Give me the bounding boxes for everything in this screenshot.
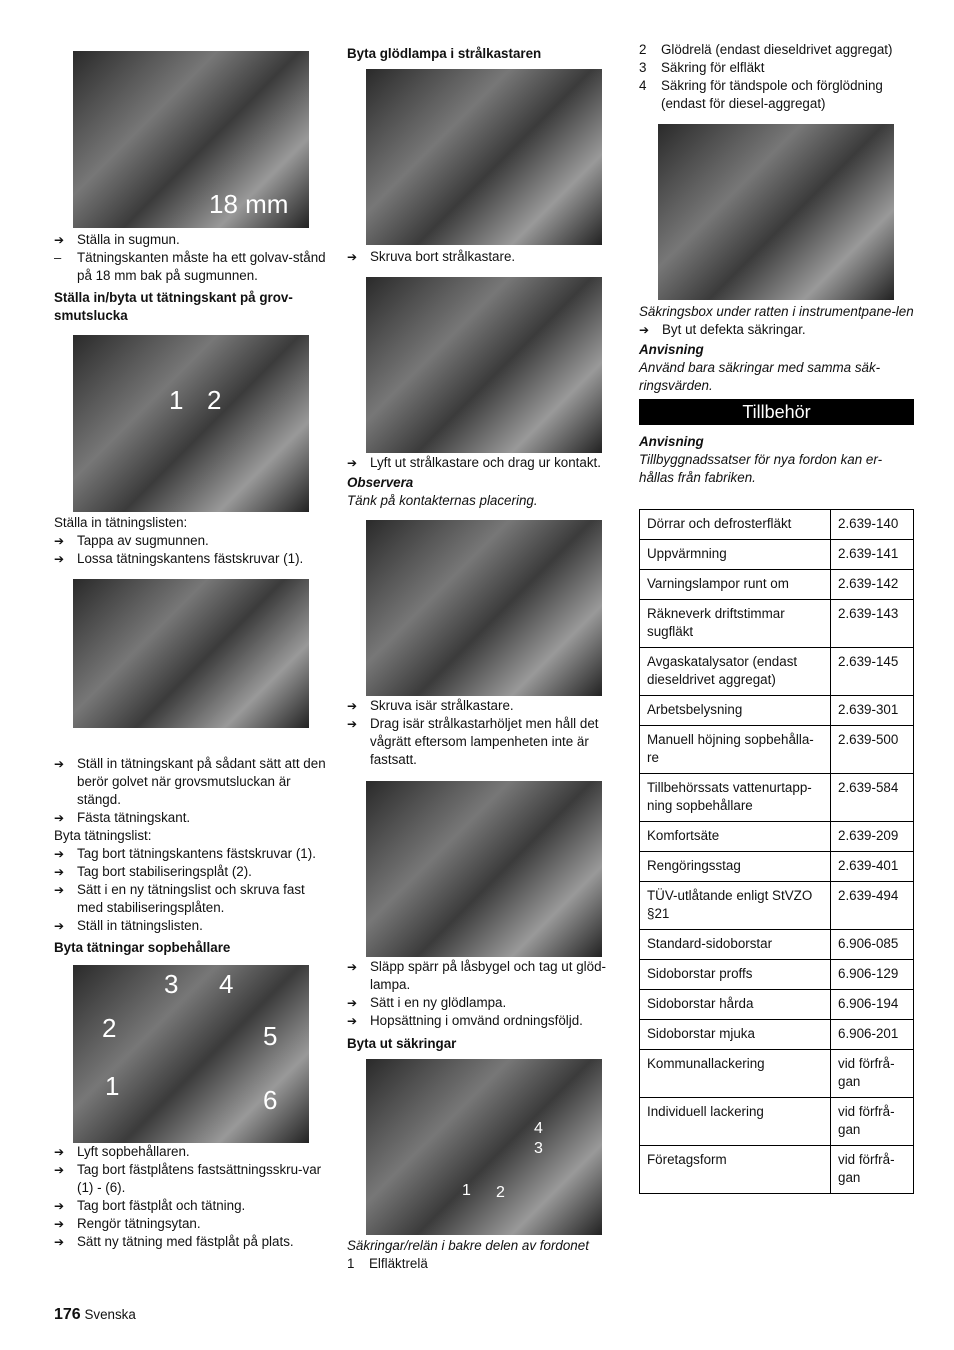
step: ➔ Rengör tätningsytan.	[54, 1215, 326, 1233]
accessory-name: Individuell lackering	[640, 1098, 831, 1146]
step: ➔ Ställa in sugmun.	[54, 231, 326, 249]
accessory-number: 6.906-194	[831, 990, 914, 1020]
step: ➔ Fästa tätningskant.	[54, 809, 326, 827]
table-row	[640, 1098, 914, 1146]
note-label: Anvisning	[639, 434, 704, 449]
table-row	[640, 882, 914, 930]
step: ➔ Hopsättning i omvänd ordningsföljd.	[347, 1012, 623, 1030]
legend-list	[347, 1255, 623, 1273]
heading: Ställa in/byta ut tätningskant på grov-smutslucka	[54, 290, 293, 323]
accessory-name: Kommunallackering	[640, 1050, 831, 1098]
step: ➔ Ställ in tätningskant på sådant sätt att den berör golvet när grovsmutsluckan är stängd.	[54, 755, 326, 809]
steps-headlight-3	[347, 697, 623, 769]
steps-adjust	[54, 532, 326, 568]
step: ➔ Drag isär strålkastarhöljet men håll det vågrätt eftersom lampenheten inte är fastsatt.	[347, 715, 623, 769]
photo-fuses-rear	[366, 1059, 602, 1235]
figure-caption: Säkringar/relän i bakre delen av fordonet	[347, 1238, 589, 1253]
paragraph: Ställa in tätningslisten:	[54, 515, 188, 530]
accessory-number: 2.639-401	[831, 852, 914, 882]
step: ➔ Skruva isär strålkastare.	[347, 697, 623, 715]
step: ➔ Byt ut defekta säkringar.	[639, 321, 914, 339]
accessory-name: Företagsform	[640, 1146, 831, 1194]
photo-label: 2	[496, 1184, 505, 1201]
accessory-name: TÜV-utlåtande enligt StVZO §21	[640, 882, 831, 930]
table-row	[640, 1050, 914, 1098]
note-text: Använd bara säkringar med samma säk-ringsvärden.	[639, 360, 881, 393]
accessory-name: Avgaskatalysator (endast dieseldrivet aggregat)	[640, 648, 831, 696]
table-row	[640, 930, 914, 960]
photo-suction-mouth	[73, 51, 309, 228]
accessory-name: Sidoborstar hårda	[640, 990, 831, 1020]
column-3	[639, 40, 914, 1194]
paragraph: Byta tätningslist:	[54, 828, 152, 843]
accessory-number: 6.906-129	[831, 960, 914, 990]
accessory-number: 2.639-500	[831, 726, 914, 774]
accessory-number: 2.639-145	[831, 648, 914, 696]
step: ➔ Sätt i en ny tätningslist och skruva fast med stabiliseringsplåten.	[54, 881, 326, 917]
step: ➔ Tag bort fästplåt och tätning.	[54, 1197, 326, 1215]
accessory-number: 2.639-301	[831, 696, 914, 726]
table-row	[640, 960, 914, 990]
heading: Byta glödlampa i strålkastaren	[347, 46, 542, 61]
photo-label: 4	[219, 969, 234, 999]
step: ➔ Sätt i en ny glödlampa.	[347, 994, 623, 1012]
photo-label: 1	[462, 1182, 471, 1199]
accessory-number: vid förfrå-gan	[831, 1146, 914, 1194]
figure-caption: Säkringsbox under ratten i instrumentpane-len	[639, 304, 914, 319]
table-row	[640, 774, 914, 822]
accessory-number: vid förfrå-gan	[831, 1050, 914, 1098]
photo-label: 6	[263, 1085, 278, 1115]
steps-container	[54, 1143, 326, 1251]
legend-list	[639, 41, 914, 113]
page-number: 176	[54, 1306, 81, 1323]
accessory-name: Uppvärmning	[640, 540, 831, 570]
accessory-name: Arbetsbelysning	[640, 696, 831, 726]
column-2	[347, 40, 623, 1273]
steps-set	[54, 755, 326, 827]
steps-headlight-2	[347, 454, 623, 472]
accessory-name: Tillbehörssats vattenurtapp-ning sopbehållare	[640, 774, 831, 822]
accessory-name: Sidoborstar mjuka	[640, 1020, 831, 1050]
accessory-name: Komfortsäte	[640, 822, 831, 852]
accessory-number: 2.639-143	[831, 600, 914, 648]
photo-headlight-3	[366, 520, 602, 696]
photo-label: 1	[169, 385, 184, 415]
accessory-name: Dörrar och defrosterfläkt	[640, 510, 831, 540]
list-item: 1 Elfläktrelä	[347, 1256, 428, 1271]
accessory-name: Standard-sidoborstar	[640, 930, 831, 960]
photo-label: 4	[534, 1120, 543, 1137]
photo-headlight-2	[366, 277, 602, 453]
table-row	[640, 600, 914, 648]
table-row	[640, 990, 914, 1020]
accessory-name: Sidoborstar proffs	[640, 960, 831, 990]
accessory-number: 6.906-201	[831, 1020, 914, 1050]
column-1	[54, 40, 326, 1251]
photo-label: 2	[207, 385, 222, 415]
accessory-name: Räkneverk driftstimmar sugfläkt	[640, 600, 831, 648]
steps-suction	[54, 231, 326, 285]
table-row	[640, 510, 914, 540]
accessory-number: 2.639-140	[831, 510, 914, 540]
heading: Byta tätningar sopbehållare	[54, 940, 231, 955]
step: ➔ Lyft sopbehållaren.	[54, 1143, 326, 1161]
section-banner: Tillbehör	[639, 399, 914, 425]
photo-sealing-strip	[73, 579, 309, 728]
step: ➔ Skruva bort strålkastare.	[347, 248, 623, 266]
steps-headlight-4	[347, 958, 623, 1030]
photo-sealing-edge	[73, 335, 309, 512]
step: ➔ Tag bort fästplåtens fastsättningsskru-var (1) - (6).	[54, 1161, 326, 1197]
photo-label: 3	[164, 969, 179, 999]
table-row	[640, 822, 914, 852]
step: ➔ Lossa tätningskantens fästskruvar (1).	[54, 550, 326, 568]
photo-fusebox	[658, 124, 894, 300]
step: ➔ Sätt ny tätning med fästplåt på plats.	[54, 1233, 326, 1251]
accessory-number: 2.639-141	[831, 540, 914, 570]
photo-label: 1	[105, 1071, 120, 1101]
accessories-table	[639, 509, 914, 1194]
accessory-name: Varningslampor runt om	[640, 570, 831, 600]
table-row	[640, 570, 914, 600]
accessory-name: Manuell höjning sopbehålla-re	[640, 726, 831, 774]
footer-language: Svenska	[84, 1307, 136, 1322]
photo-headlight-1	[366, 69, 602, 245]
steps-replace	[54, 845, 326, 935]
accessory-number: 2.639-494	[831, 882, 914, 930]
accessory-number: 2.639-142	[831, 570, 914, 600]
table-row	[640, 1146, 914, 1194]
photo-waste-container	[73, 965, 309, 1143]
table-row	[640, 852, 914, 882]
list-item: 2 Glödrelä (endast dieseldrivet aggregat)	[639, 42, 893, 57]
step: ➔ Släpp spärr på låsbygel och tag ut glöd-lampa.	[347, 958, 623, 994]
heading: Byta ut säkringar	[347, 1036, 457, 1051]
page-footer	[54, 1306, 136, 1324]
accessory-number: vid förfrå-gan	[831, 1098, 914, 1146]
table-row	[640, 540, 914, 570]
step: ➔ Tappa av sugmunnen.	[54, 532, 326, 550]
list-item: 3 Säkring för elfläkt	[639, 60, 765, 75]
table-row	[640, 1020, 914, 1050]
photo-label: 2	[102, 1013, 117, 1043]
step: – Tätningskanten måste ha ett golvav-stånd på 18 mm bak på sugmunnen.	[54, 249, 326, 285]
photo-label: 3	[534, 1140, 543, 1157]
accessory-number: 6.906-085	[831, 930, 914, 960]
note-label: Anvisning	[639, 342, 704, 357]
photo-label: 5	[263, 1021, 278, 1051]
table-row	[640, 726, 914, 774]
step: ➔ Lyft ut strålkastare och drag ur kontakt.	[347, 454, 623, 472]
photo-headlight-4	[366, 781, 602, 957]
steps-fuses	[639, 321, 914, 339]
accessory-number: 2.639-209	[831, 822, 914, 852]
accessory-name: Rengöringsstag	[640, 852, 831, 882]
note-text: Tillbyggnadssatser för nya fordon kan er-hållas från fabriken.	[639, 452, 883, 485]
table-row	[640, 696, 914, 726]
note-label: Observera	[347, 475, 414, 490]
table-row	[640, 648, 914, 696]
list-item: 4 Säkring för tändspole och förglödning (endast för diesel-aggregat)	[639, 78, 883, 111]
accessory-number: 2.639-584	[831, 774, 914, 822]
steps-headlight-1	[347, 248, 623, 266]
step: ➔ Tag bort tätningskantens fästskruvar (1).	[54, 845, 326, 863]
step: ➔ Tag bort stabiliseringsplåt (2).	[54, 863, 326, 881]
step: ➔ Ställ in tätningslisten.	[54, 917, 326, 935]
note-text: Tänk på kontakternas placering.	[347, 493, 538, 508]
photo-label: 18 mm	[209, 189, 289, 219]
